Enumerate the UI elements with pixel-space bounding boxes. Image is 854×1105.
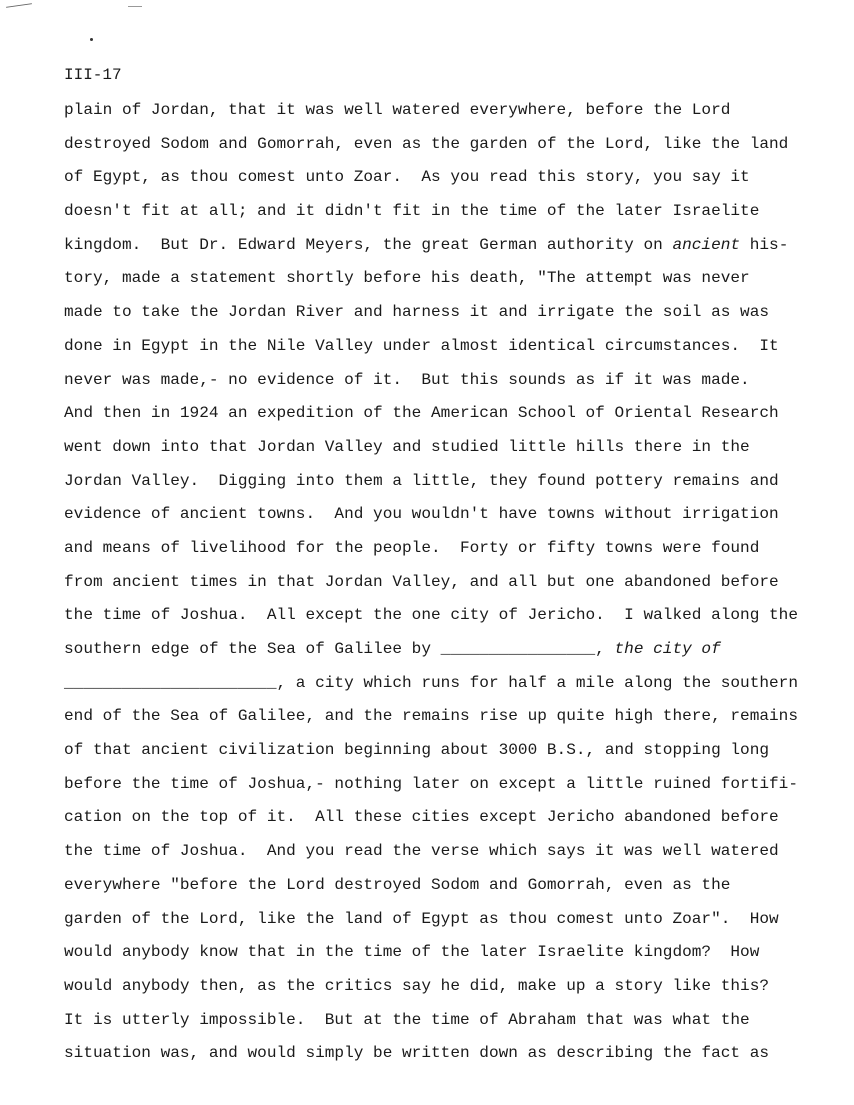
text-line: [64, 671, 844, 705]
text-segment: and means of livelihood for the people. Forty or fifty towns were found: [64, 538, 760, 557]
text-segment: destroyed Sodom and Gomorrah, even as the garden of the Lord, like the land: [64, 134, 789, 153]
text-line: [64, 637, 844, 671]
text-segment: would anybody know that in the time of the later Israelite kingdom? How: [64, 943, 760, 962]
text-line: [64, 469, 844, 503]
text-segment: his-: [740, 235, 789, 254]
text-segment: done in Egypt in the Nile Valley under almost identical circumstances. It: [64, 336, 779, 355]
text-segment: cation on the top of it. All these cities except Jericho abandoned before: [64, 808, 779, 827]
text-line: [64, 839, 844, 873]
italic-text: ancient: [672, 235, 741, 254]
text-segment: Jordan Valley. Digging into them a little, they found pottery remains and: [64, 471, 779, 490]
stray-mark: [128, 6, 142, 7]
text-line: [64, 165, 844, 199]
text-line: [64, 368, 844, 402]
text-line: [64, 805, 844, 839]
text-line: [64, 199, 844, 233]
text-segment: It is utterly impossible. But at the time of Abraham that was what the: [64, 1010, 750, 1029]
text-segment: the time of Joshua. All except the one city of Jericho. I walked along the: [64, 606, 798, 625]
text-segment: garden of the Lord, like the land of Egypt as thou comest unto Zoar". How: [64, 909, 779, 928]
text-line: [64, 266, 844, 300]
text-line: [64, 738, 844, 772]
body-text: [64, 98, 844, 1075]
text-line: [64, 907, 844, 941]
text-segment: southern edge of the Sea of Galilee by ________________,: [64, 640, 615, 658]
text-line: [64, 873, 844, 907]
text-segment: of Egypt, as thou comest unto Zoar. As you read this story, you say it: [64, 168, 750, 187]
text-line: [64, 98, 844, 132]
text-line: [64, 300, 844, 334]
text-line: [64, 435, 844, 469]
text-line: [64, 132, 844, 166]
text-line: [64, 401, 844, 435]
text-segment: situation was, and would simply be written down as describing the fact as: [64, 1044, 770, 1063]
text-segment: the time of Joshua. And you read the verse which says it was well watered: [64, 842, 779, 861]
text-line: [64, 1041, 844, 1075]
text-segment: evidence of ancient towns. And you wouldn't have towns without irrigation: [64, 505, 779, 524]
text-line: [64, 940, 844, 974]
text-segment: from ancient times in that Jordan Valley, and all but one abandoned before: [64, 572, 779, 591]
text-segment: never was made,- no evidence of it. But this sounds as if it was made.: [64, 370, 750, 389]
text-line: [64, 772, 844, 806]
text-segment: And then in 1924 an expedition of the American School of Oriental Research: [64, 404, 779, 423]
text-segment: ______________________, a city which runs for half a mile along the southern: [64, 673, 798, 692]
text-segment: of that ancient civilization beginning about 3000 B.S., and stopping long: [64, 741, 770, 760]
text-line: [64, 502, 844, 536]
text-line: [64, 334, 844, 368]
text-segment: everywhere "before the Lord destroyed Sodom and Gomorrah, even as the: [64, 875, 731, 894]
text-segment: would anybody then, as the critics say he did, make up a story like this?: [64, 976, 770, 995]
text-segment: kingdom. But Dr. Edward Meyers, the great German authority on: [64, 235, 673, 254]
text-line: [64, 233, 844, 267]
text-line: [64, 1008, 844, 1042]
text-line: [64, 603, 844, 637]
text-segment: end of the Sea of Galilee, and the remains rise up quite high there, remains: [64, 707, 798, 726]
page-number: III-17: [64, 66, 122, 84]
text-segment: tory, made a statement shortly before his death, "The attempt was never: [64, 269, 750, 288]
text-line: [64, 704, 844, 738]
stray-mark: [6, 3, 32, 8]
text-segment: doesn't fit at all; and it didn't fit in the time of the later Israelite: [64, 202, 760, 221]
text-segment: before the time of Joshua,- nothing later on except a little ruined fortifi-: [64, 774, 798, 793]
text-segment: went down into that Jordan Valley and studied little hills there in the: [64, 437, 750, 456]
text-segment: made to take the Jordan River and harness it and irrigate the soil as was: [64, 303, 770, 322]
text-line: [64, 570, 844, 604]
text-line: [64, 974, 844, 1008]
stray-dot: [90, 38, 93, 41]
italic-text: the city of: [614, 640, 721, 658]
text-line: [64, 536, 844, 570]
text-segment: plain of Jordan, that it was well watered everywhere, before the Lord: [64, 101, 731, 119]
